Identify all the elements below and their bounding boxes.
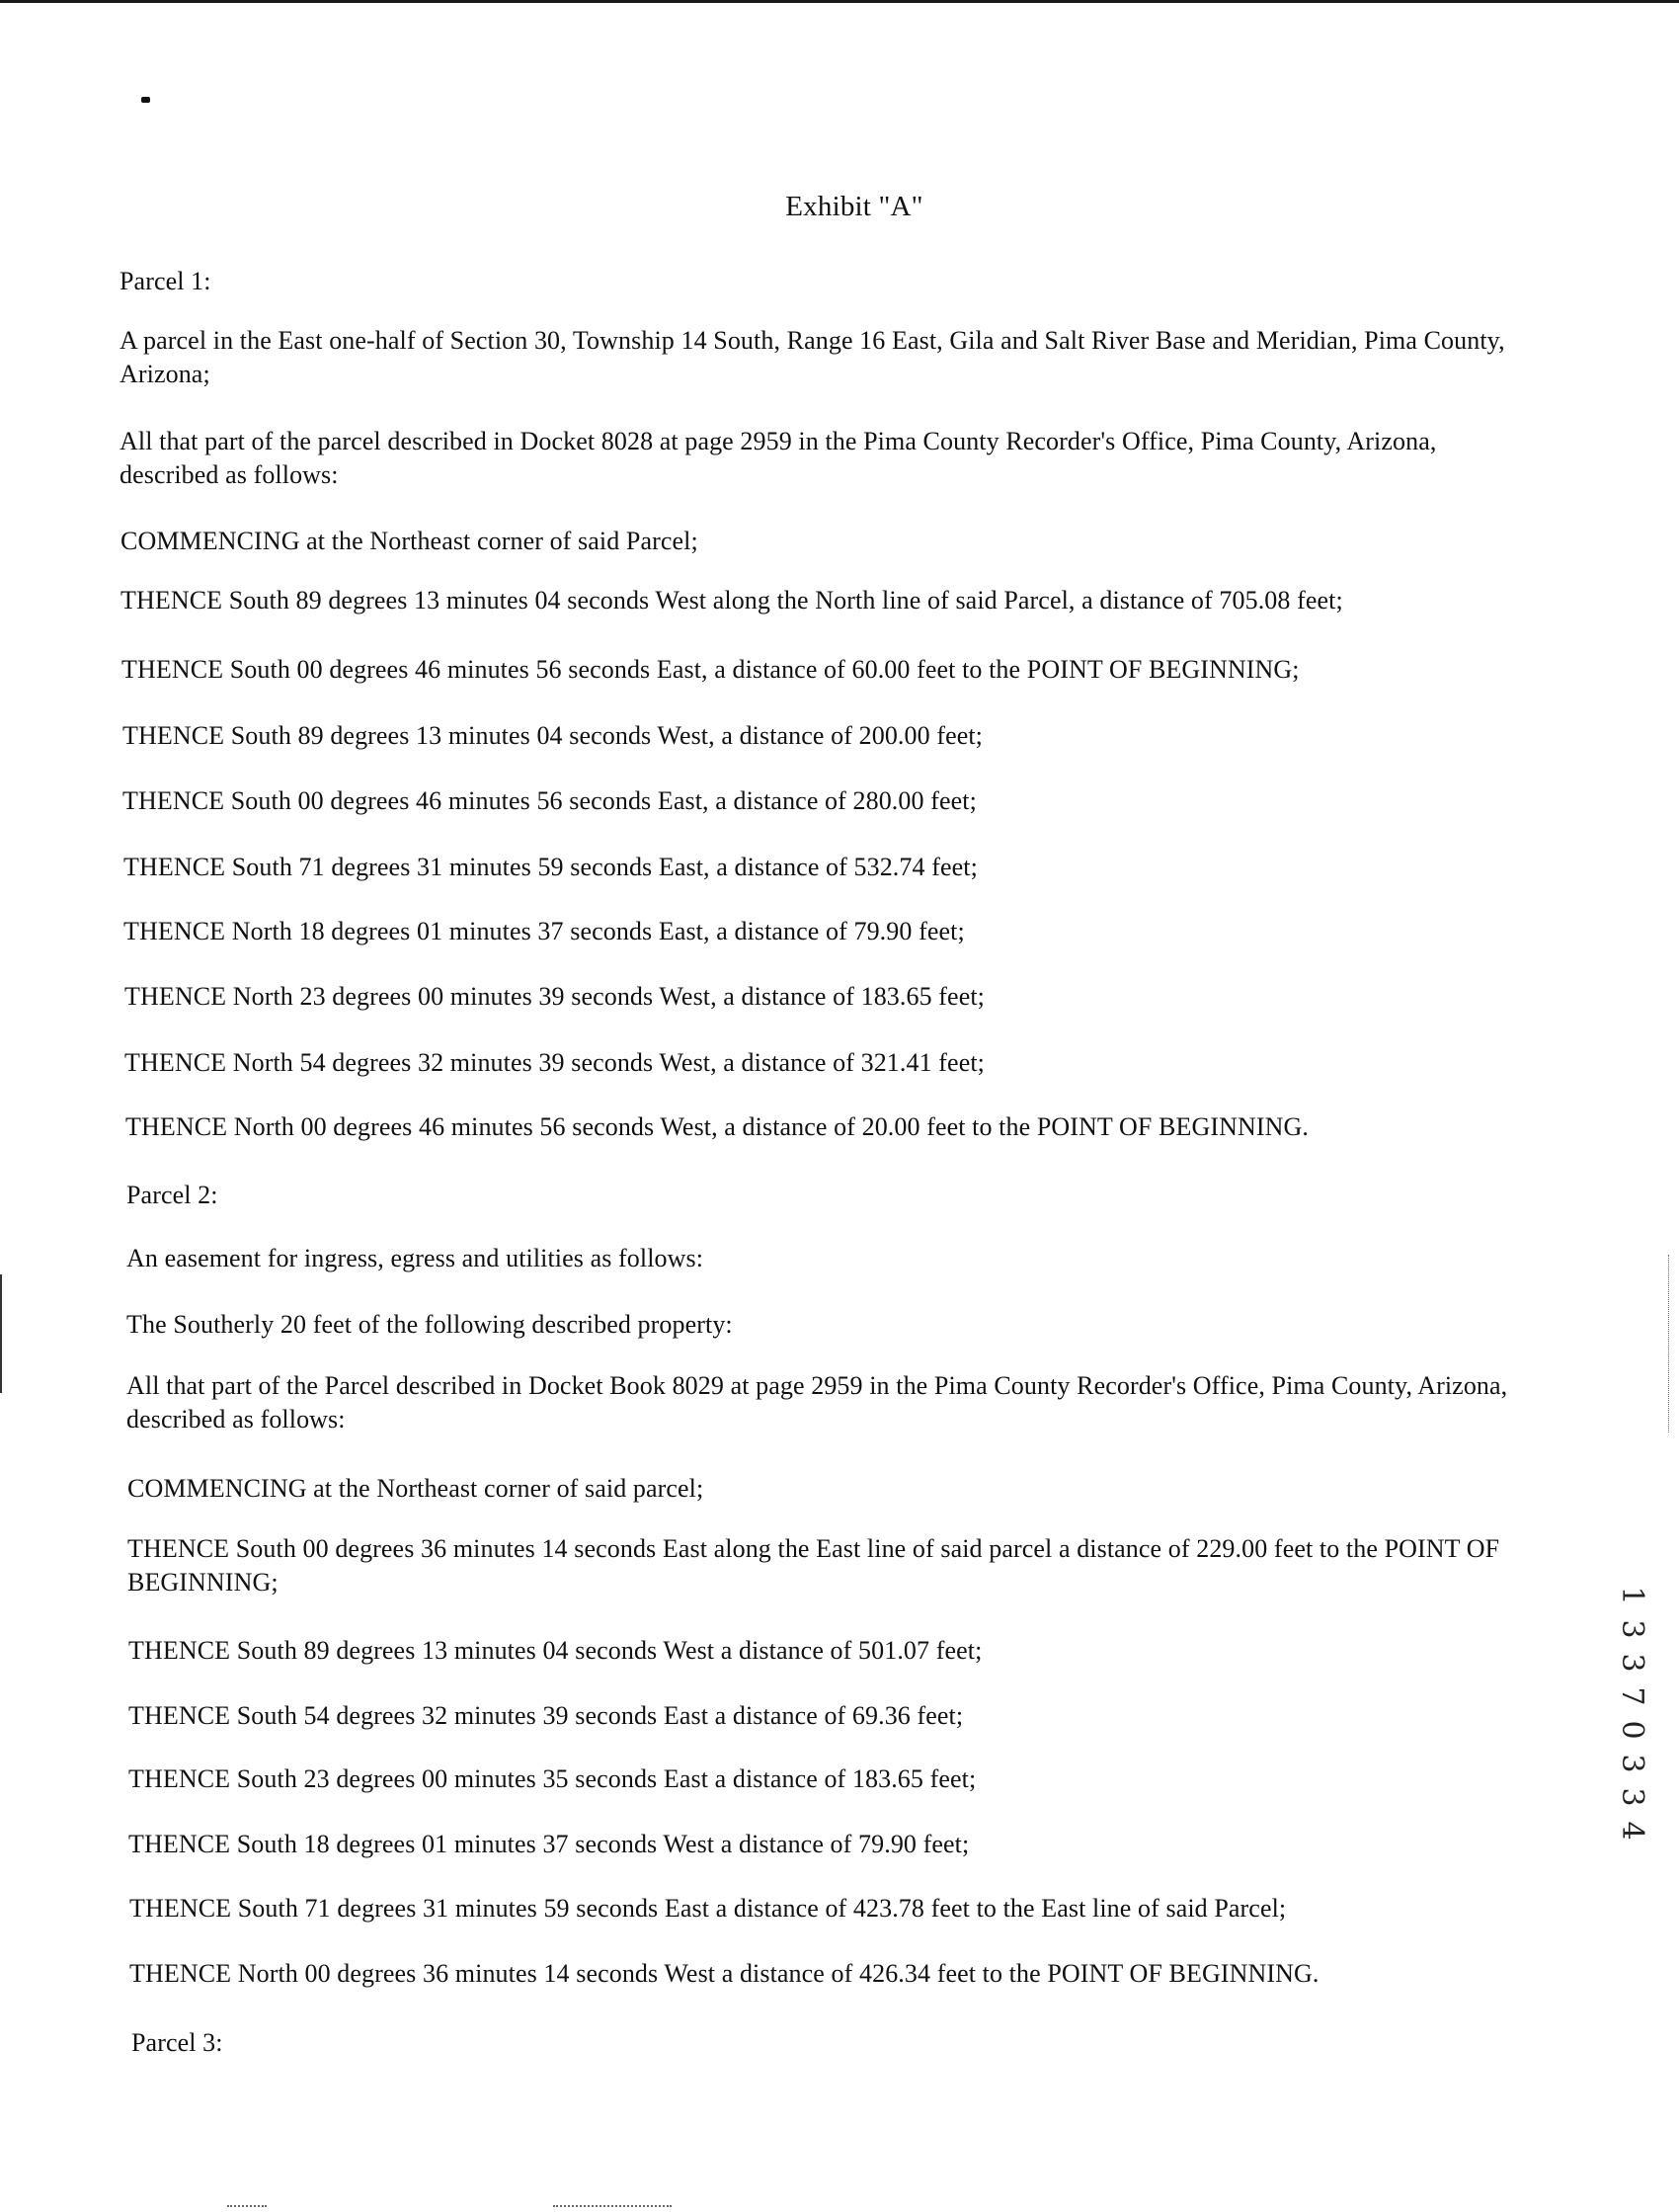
- legal-description-paragraph: THENCE North 54 degrees 32 minutes 39 seconds West, a distance of 321.41 feet;: [124, 1048, 985, 1077]
- legal-description-paragraph: COMMENCING at the Northeast corner of said parcel;: [127, 1474, 704, 1503]
- scan-top-edge: [0, 0, 1679, 3]
- legal-description-paragraph: THENCE North 18 degrees 01 minutes 37 seconds East, a distance of 79.90 feet;: [123, 917, 965, 945]
- legal-description-paragraph: THENCE North 00 degrees 36 minutes 14 seconds West a distance of 426.34 feet to the POINT OF BEGINNING.: [129, 1959, 1319, 1988]
- legal-description-paragraph: All that part of the Parcel described in Docket Book 8029 at page 2959 in the Pima County Recorder's Office, Pima County, Arizona, described as follows:: [126, 1371, 1508, 1434]
- parcel-heading: Parcel 1:: [120, 267, 211, 295]
- stamp-digit: 3: [1615, 1787, 1649, 1807]
- exhibit-title: Exhibit "A": [785, 191, 923, 222]
- stamp-digit: 0: [1615, 1720, 1649, 1740]
- scan-left-edge-mark: [0, 1274, 2, 1393]
- scan-speck: [141, 97, 150, 103]
- legal-description-paragraph: THENCE South 89 degrees 13 minutes 04 seconds West along the North line of said Parcel, a distance of 705.08 feet;: [120, 586, 1343, 614]
- stamp-digit: 3: [1615, 1653, 1649, 1673]
- stamp-digit: 7: [1615, 1686, 1649, 1706]
- parcel-heading: Parcel 3:: [131, 2028, 223, 2057]
- scan-bottom-mark: [553, 2205, 672, 2209]
- stamp-digit: 1: [1615, 1586, 1649, 1605]
- legal-description-paragraph: All that part of the parcel described in Docket 8028 at page 2959 in the Pima County Recorder's Office, Pima County, Arizona, described as follows:: [120, 427, 1437, 489]
- legal-description-paragraph: THENCE South 54 degrees 32 minutes 39 seconds East a distance of 69.36 feet;: [128, 1701, 964, 1730]
- stamp-digit: 3: [1615, 1754, 1649, 1773]
- legal-description-paragraph: THENCE South 00 degrees 46 minutes 56 seconds East, a distance of 60.00 feet to the POINT OF BEGINNING;: [121, 655, 1300, 684]
- parcel-heading: Parcel 2:: [126, 1181, 218, 1209]
- scan-bottom-mark: [227, 2205, 267, 2209]
- legal-description-paragraph: THENCE South 18 degrees 01 minutes 37 seconds West a distance of 79.90 feet;: [128, 1830, 970, 1858]
- legal-description-paragraph: THENCE South 89 degrees 13 minutes 04 seconds West, a distance of 200.00 feet;: [122, 721, 984, 750]
- stamp-digit: 3: [1615, 1619, 1649, 1639]
- legal-description-paragraph: THENCE North 23 degrees 00 minutes 39 seconds West, a distance of 183.65 feet;: [124, 982, 985, 1011]
- legal-description-paragraph: THENCE South 71 degrees 31 minutes 59 seconds East, a distance of 532.74 feet;: [123, 853, 978, 881]
- legal-description-paragraph: THENCE South 71 degrees 31 minutes 59 seconds East a distance of 423.78 feet to the East line of said Parcel;: [129, 1894, 1287, 1923]
- legal-description-paragraph: THENCE South 89 degrees 13 minutes 04 seconds West a distance of 501.07 feet;: [128, 1636, 983, 1665]
- legal-description-paragraph: THENCE South 00 degrees 36 minutes 14 seconds East along the East line of said parcel a distance of 229.00 feet to the POINT OF BEGINNING;: [127, 1534, 1500, 1597]
- legal-description-paragraph: THENCE South 00 degrees 46 minutes 56 seconds East, a distance of 280.00 feet;: [122, 786, 977, 815]
- legal-description-paragraph: THENCE South 23 degrees 00 minutes 35 seconds East a distance of 183.65 feet;: [128, 1764, 977, 1793]
- legal-description-paragraph: THENCE North 00 degrees 46 minutes 56 seconds West, a distance of 20.00 feet to the POINT OF BEGINNING.: [125, 1112, 1309, 1141]
- legal-description-paragraph: The Southerly 20 feet of the following described property:: [126, 1310, 733, 1339]
- legal-description-paragraph: A parcel in the East one-half of Section 30, Township 14 South, Range 16 East, Gila and Salt River Base and Meridian, Pima County, Arizona;: [120, 326, 1505, 388]
- legal-description-paragraph: COMMENCING at the Northeast corner of said Parcel;: [120, 527, 698, 555]
- stamp-digit: 4: [1615, 1821, 1649, 1841]
- recorder-sequence-stamp: [1612, 1579, 1651, 1847]
- legal-description-paragraph: An easement for ingress, egress and utilities as follows:: [126, 1244, 704, 1272]
- scan-right-edge-mark: [1668, 1255, 1670, 1433]
